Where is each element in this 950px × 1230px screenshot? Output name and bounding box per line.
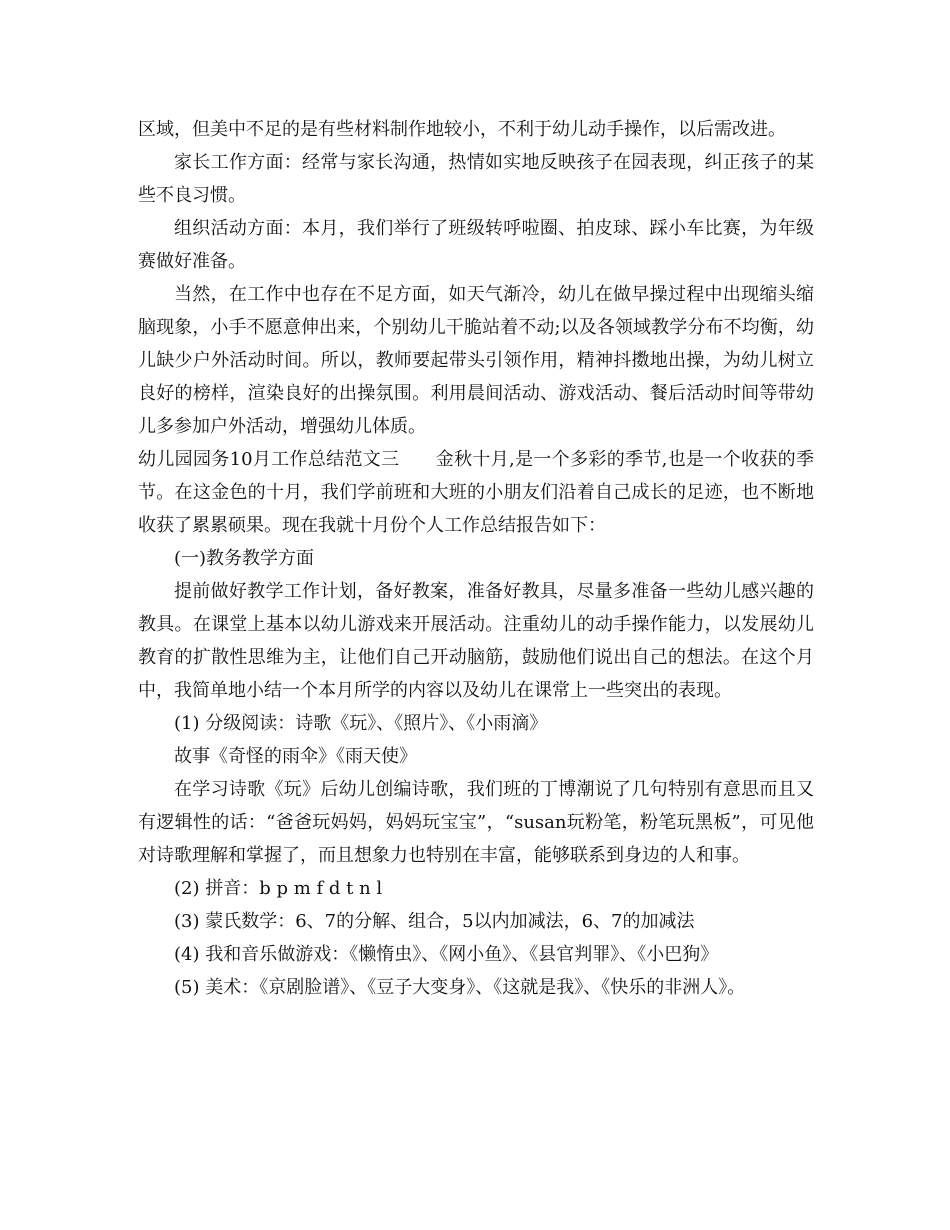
list-item-pinyin: (2) 拼音：b p m f d t n l — [174, 878, 383, 899]
paragraph-parent-work: 家长工作方面：经常与家长沟通，热情如实地反映孩子在园表现，纠正孩子的某些不良习惯。 — [138, 152, 814, 206]
document-body — [138, 113, 814, 1004]
paragraph-continuation: 区域，但美中不足的是有些材料制作地较小，不利于幼儿动手操作，以后需改进。 — [138, 119, 786, 140]
paragraph-poetry: 在学习诗歌《玩》后幼儿创编诗歌，我们班的丁博潮说了几句特别有意思而且又有逻辑性的话：“爸爸玩妈妈，妈妈玩宝宝”，“susan玩粉笔，粉笔玩黑板”，可见他对诗歌理解和掌握了，而且想象力也特别在丰富，能够联系到身边的人和事。 — [138, 779, 814, 866]
paragraph-shortcomings: 当然，在工作中也存在不足方面，如天气渐冷，幼儿在做早操过程中出现缩头缩脑现象，小手不愿意伸出来，个别幼儿干脆站着不动;以及各领域教学分布不均衡，幼儿缺少户外活动时间。所以，教师要起带头引领作用，精神抖擞地出操，为幼儿树立良好的榜样，渲染良好的出操氛围。利用晨间活动、游戏活动、餐后活动时间等带幼儿多参加户外活动，增强幼儿体质。 — [138, 284, 814, 437]
list-item-reading: (1) 分级阅读：诗歌《玩》、《照片》、《小雨滴》 — [174, 713, 548, 734]
subheading-teaching: (一)教务教学方面 — [174, 548, 315, 569]
list-item-music: (4) 我和音乐做游戏：《懒惰虫》、《网小鱼》、《县官判罪》、《小巴狗》 — [174, 944, 719, 965]
paragraph-activities: 组织活动方面：本月，我们举行了班级转呼啦圈、拍皮球、踩小车比赛，为年级赛做好准备。 — [138, 218, 814, 272]
paragraph-teaching-plan: 提前做好教学工作计划，备好教案，准备好教具，尽量多准备一些幼儿感兴趣的教具。在课堂上基本以幼儿游戏来开展活动。注重幼儿的动手操作能力，以发展幼儿教育的扩散性思维为主，让他们自己开动脑筋，鼓励他们说出自己的想法。在这个月中，我简单地小结一个本月所学的内容以及幼儿在课常上一些突出的表现。 — [138, 581, 814, 701]
list-item-art: (5) 美术：《京剧脸谱》、《豆子大变身》、《这就是我》、《快乐的非洲人》。 — [174, 977, 746, 998]
section-title: 幼儿园园务10月工作总结范文三 — [138, 449, 400, 470]
paragraph-section-three — [138, 443, 814, 542]
list-item-math: (3) 蒙氏数学：6、7的分解、组合，5以内加减法，6、7的加减法 — [174, 911, 695, 932]
list-item-stories: 故事《奇怪的雨伞》《雨天使》 — [174, 746, 417, 767]
section-intro: 金秋十月,是一个多彩的季节,也是一个收获的季节。在这金色的十月，我们学前班和大班的小朋友们沿着自己成长的足迹，也不断地收获了累累硕果。现在我就十月份个人工作总结报告如下： — [138, 449, 814, 536]
